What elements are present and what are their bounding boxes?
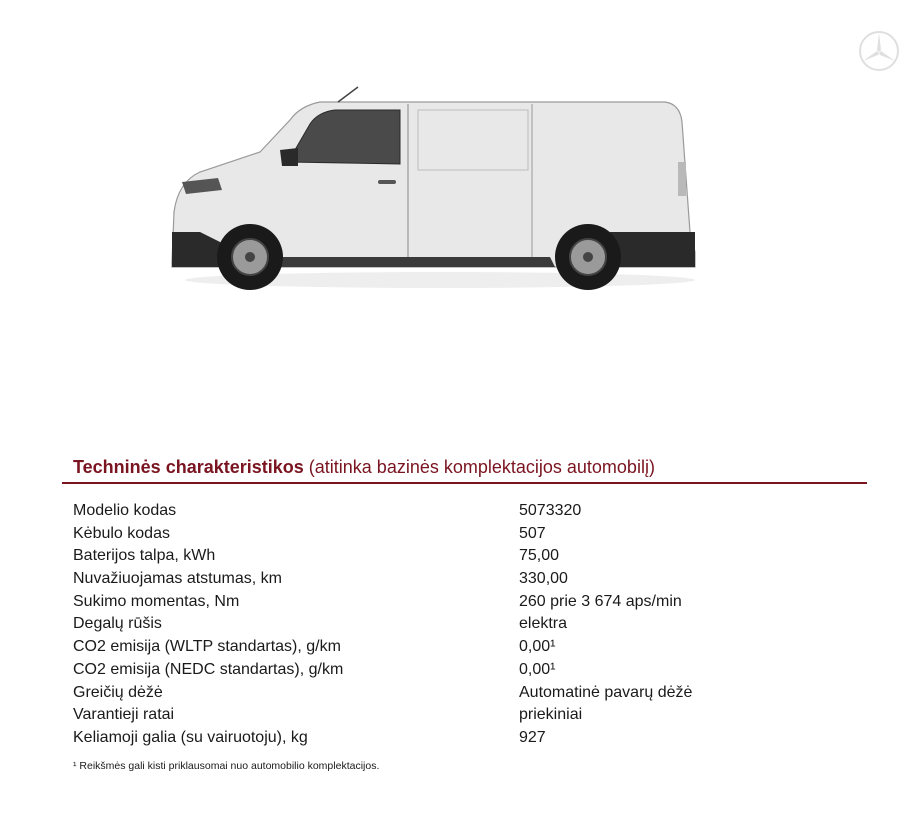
spec-label: CO2 emisija (NEDC standartas), g/km <box>73 660 344 678</box>
vehicle-image <box>160 82 700 297</box>
mercedes-star-icon <box>858 30 900 72</box>
spec-row <box>73 659 833 682</box>
spec-label: Baterijos talpa, kWh <box>73 547 216 565</box>
spec-row <box>73 682 833 705</box>
section-title-main: Techninės charakteristikos <box>73 457 304 477</box>
spec-row <box>73 727 833 750</box>
spec-value: priekiniai <box>519 706 583 724</box>
spec-value: 0,00¹ <box>519 660 556 678</box>
spec-row <box>73 523 833 546</box>
spec-value: Automatinė pavarų dėžė <box>519 683 693 701</box>
spec-label: Keliamoji galia (su vairuotoju), kg <box>73 728 308 746</box>
spec-row <box>73 613 833 636</box>
spec-value: 330,00 <box>519 570 568 588</box>
spec-label: Kėbulo kodas <box>73 524 170 542</box>
spec-label: Degalų rūšis <box>73 615 162 633</box>
spec-label: Varantieji ratai <box>73 706 175 724</box>
spec-label: Modelio kodas <box>73 502 177 519</box>
spec-label: Sukimo momentas, Nm <box>73 592 240 610</box>
spec-label: Greičių dėžė <box>73 683 163 701</box>
spec-row <box>73 545 833 568</box>
footnote: ¹ Reikšmės gali kisti priklausomai nuo automobilio komplektacijos. <box>73 760 380 772</box>
spec-value: 0,00¹ <box>519 638 556 656</box>
spec-row <box>73 704 833 727</box>
section-title <box>73 456 655 478</box>
spec-value: 507 <box>519 524 546 542</box>
spec-value: elektra <box>519 615 568 633</box>
spec-row <box>73 568 833 591</box>
spec-value: 75,00 <box>519 547 560 565</box>
section-divider <box>62 482 867 484</box>
spec-value: 5073320 <box>519 502 582 519</box>
spec-label: CO2 emisija (WLTP standartas), g/km <box>73 638 341 656</box>
spec-value: 260 prie 3 674 aps/min <box>519 592 682 610</box>
van-side-view-icon <box>160 82 700 297</box>
spec-label: Nuvažiuojamas atstumas, km <box>73 570 282 588</box>
spec-row <box>73 591 833 614</box>
spec-row <box>73 636 833 659</box>
spec-row <box>73 500 833 523</box>
specs-table <box>73 500 833 750</box>
section-title-note: (atitinka bazinės komplektacijos automobilį) <box>308 457 655 477</box>
spec-value: 927 <box>519 728 546 746</box>
